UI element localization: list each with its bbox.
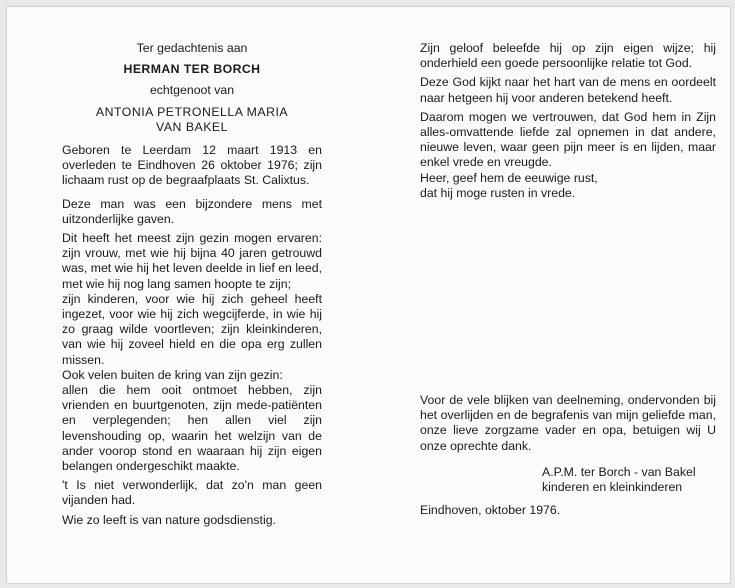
thanks-paragraph: Voor de vele blijken van deelneming, ondervonden bij het overlijden en de begrafenis van mijn geliefde man, onze lieve zorgzame vader en opa, betuigen wij U onze oprechte dank. xyxy=(420,393,716,453)
spouse-name-line1: ANTONIA PETRONELLA MARIA xyxy=(95,104,289,119)
paragraph-5: allen die hem ooit ontmoet hebben, zijn vrienden en buurtgenoten, zijn mede-patiënten en verplegenden; hen allen viel zijn levenshouding op, waarin het welzijn van de ander voorop stond en waaraan hij zijn eigen belangen ondergeschikt maakte. xyxy=(62,383,322,474)
paragraph-2: Dit heeft het meest zijn gezin mogen ervaren: zijn vrouw, met wie hij bijna 40 jaren getrouwd was, met wie hij het leven deelde in lief en leed, met wie hij nog lang samen hoopte te zijn; xyxy=(62,231,322,291)
paragraph-1: Deze man was een bijzondere mens met uitzonderlijke gaven. xyxy=(62,196,322,226)
deceased-name: HERMAN TER BORCH xyxy=(123,62,261,77)
spouse-name-line2: VAN BAKEL xyxy=(156,119,228,134)
paragraph-3: zijn kinderen, voor wie hij zich geheel heeft ingezet, voor wie hij zich wegcijferde, in wie hij zo graag wilde voortleven; zijn kleinkinderen, van wie hij zoveel hield en die opa erg zullen missen. xyxy=(62,291,322,367)
paragraph-6: 't Is niet verwonderlijk, dat zo'n man geen vijanden had. xyxy=(62,478,322,508)
prayer-line-1: Heer, geef hem de eeuwige rust, xyxy=(420,170,598,185)
faith-paragraph: Zijn geloof beleefde hij op zijn eigen wijze; hij onderhield een goede persoonlijke relatie tot God. xyxy=(420,41,716,71)
intro-text: Ter gedachtenis aan xyxy=(136,41,248,55)
signature-block xyxy=(542,465,722,495)
signature-line-1: A.P.M. ter Borch - van Bakel xyxy=(542,465,696,479)
spouse-intro: echtgenoot van xyxy=(149,83,235,98)
signature-line-2: kinderen en kleinkinderen xyxy=(542,480,683,495)
place-date: Eindhoven, oktober 1976. xyxy=(420,503,561,517)
right-column xyxy=(420,41,716,201)
paragraph-7: Wie zo leeft is van nature godsdienstig. xyxy=(62,512,276,527)
birth-death-paragraph: Geboren te Leerdam 12 maart 1913 en overleden te Eindhoven 26 oktober 1976; zijn lichaam rust op de begraafplaats St. Calixtus. xyxy=(62,143,322,188)
memorial-card xyxy=(6,6,731,584)
trust-paragraph: Daarom mogen we vertrouwen, dat God hem in Zijn alles-omvattende liefde zal opnemen in dat andere, nieuwe leven, waar geen pijn meer is en lijden, maar enkel vrede en vreugde. xyxy=(420,109,716,170)
god-paragraph: Deze God kijkt naar het hart van de mens en oordeelt naar hetgeen hij voor anderen betekend heeft. xyxy=(420,75,716,105)
prayer-line-2: dat hij moge rusten in vrede. xyxy=(420,185,576,200)
left-column xyxy=(62,41,322,528)
paragraph-4: Ook velen buiten de kring van zijn gezin: xyxy=(62,367,283,382)
